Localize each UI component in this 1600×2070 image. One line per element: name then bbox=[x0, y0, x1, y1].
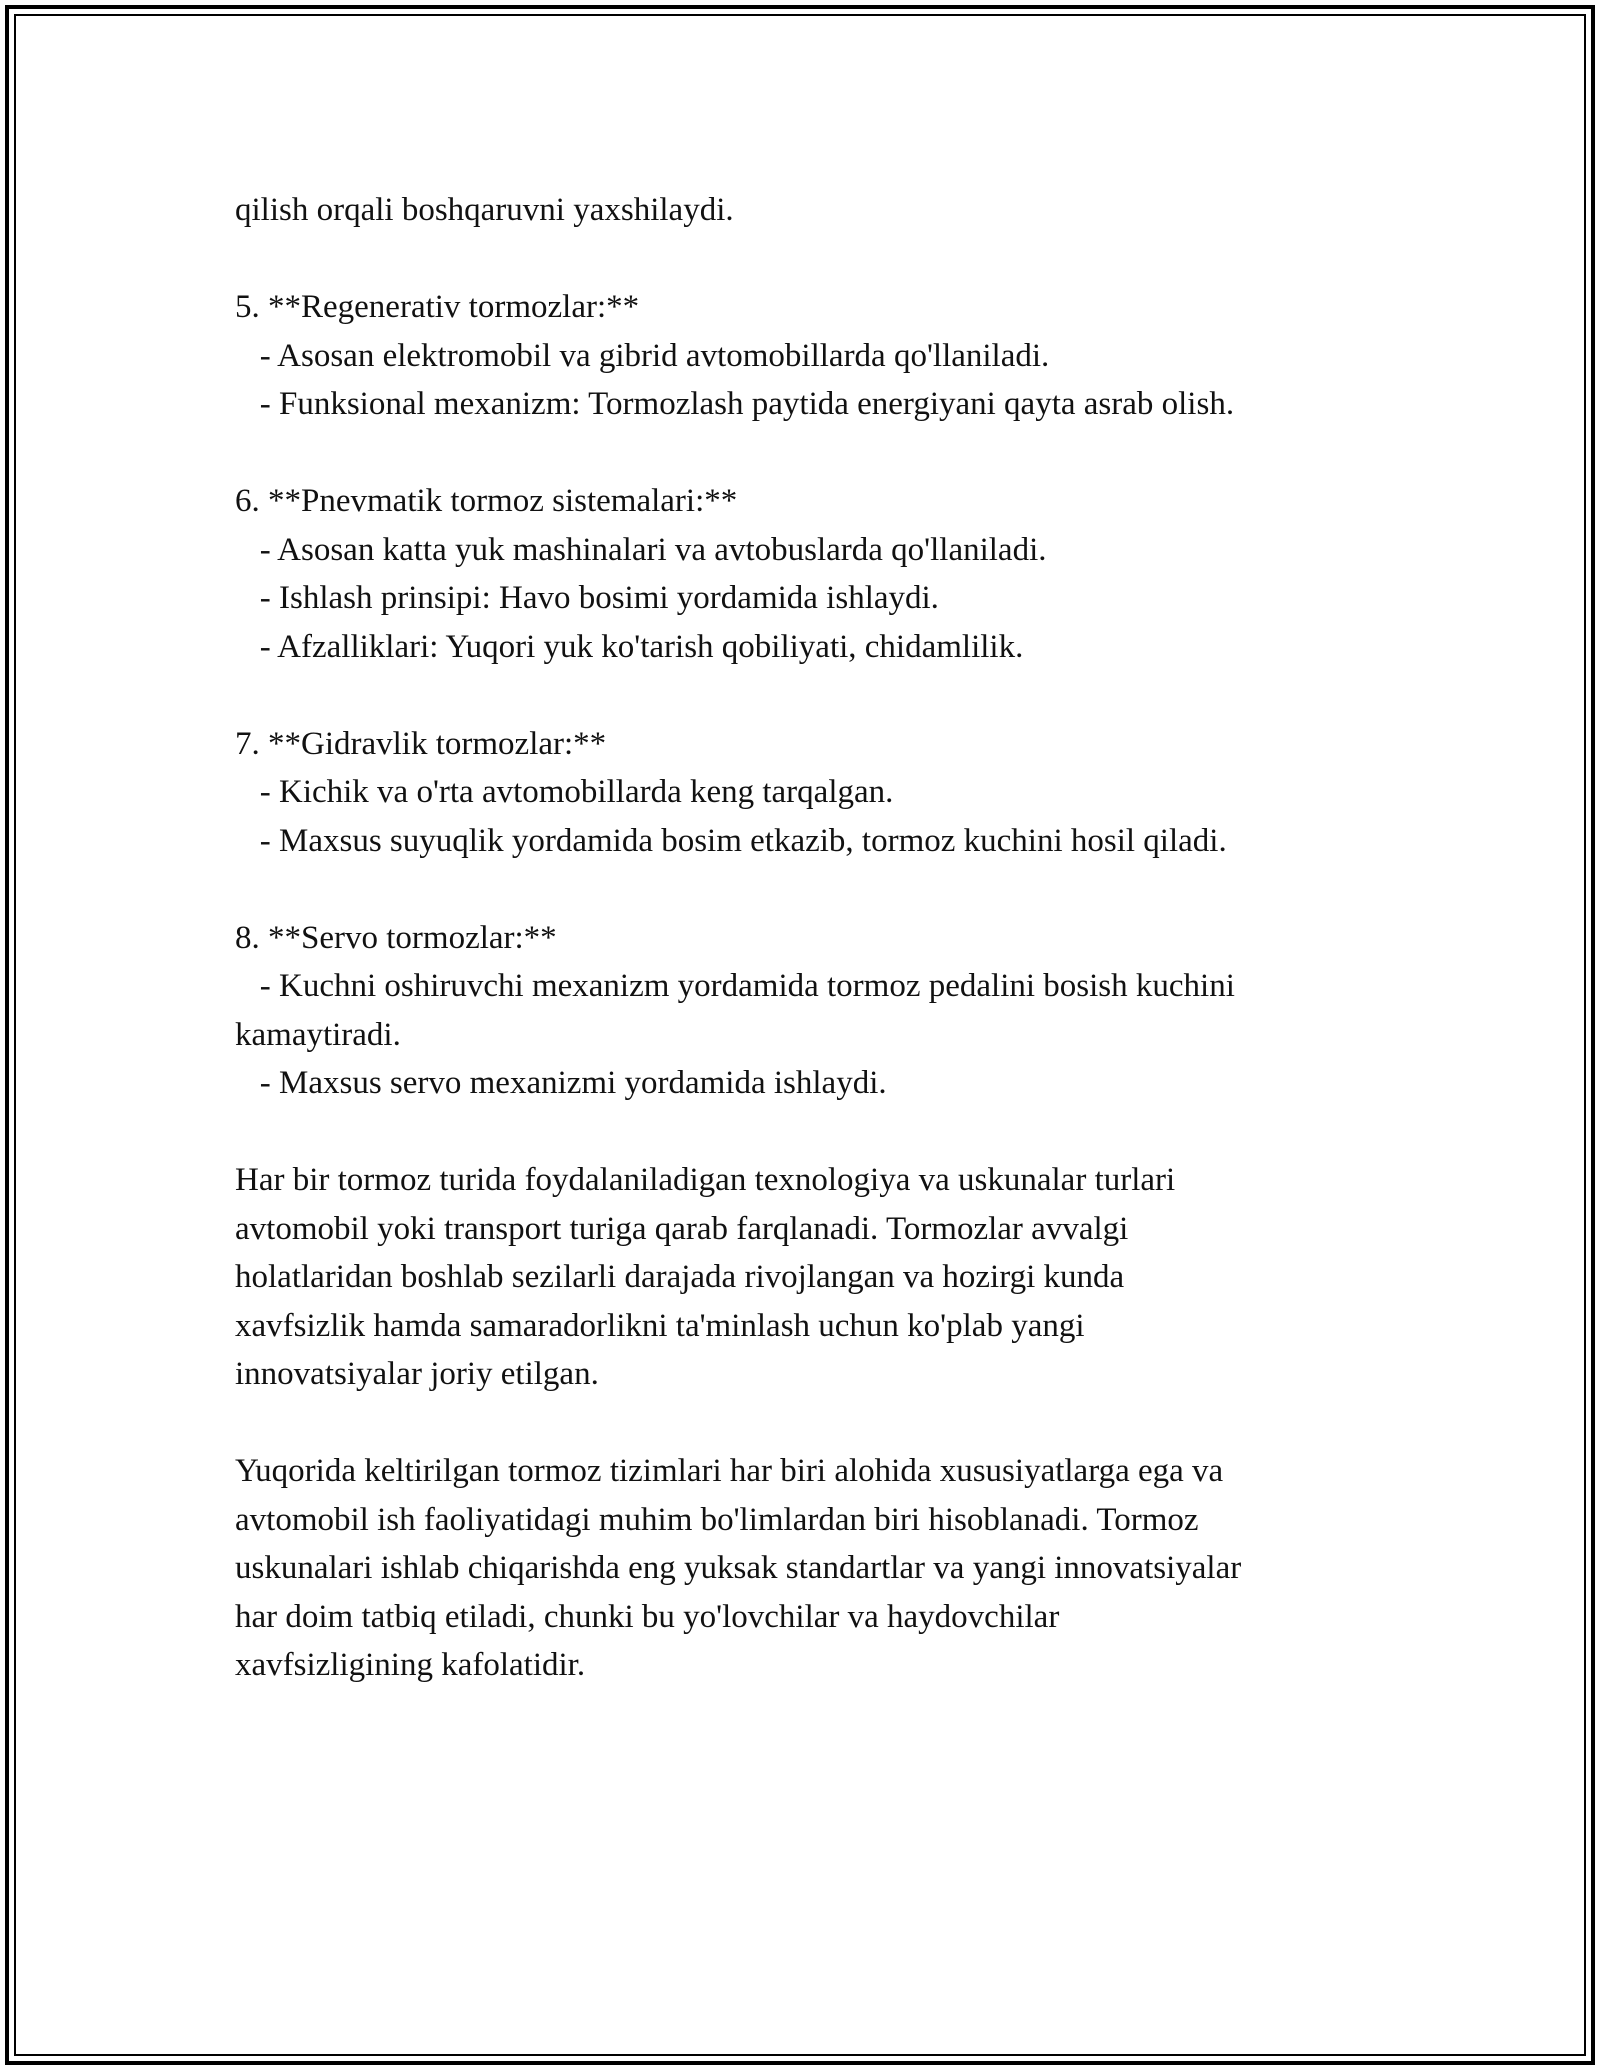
paragraph-line: xavfsizlik hamda samaradorlikni ta'minlash uchun ko'plab yangi bbox=[235, 1307, 1085, 1344]
paragraph-technology bbox=[235, 1156, 1365, 1399]
blank-line bbox=[235, 1399, 1365, 1448]
paragraph-line: har doim tatbiq etiladi, chunki bu yo'lovchilar va haydovchilar bbox=[235, 1598, 1060, 1635]
blank-line bbox=[235, 865, 1365, 914]
list-item: - Afzalliklari: Yuqori yuk ko'tarish qobiliyati, chidamlilik. bbox=[235, 628, 1024, 665]
paragraph-conclusion bbox=[235, 1447, 1365, 1690]
list-item: - Asosan elektromobil va gibrid avtomobillarda qo'llaniladi. bbox=[235, 337, 1050, 374]
blank-line bbox=[235, 235, 1365, 284]
paragraph-line: xavfsizligining kafolatidir. bbox=[235, 1647, 586, 1683]
list-heading-servo: 8. **Servo tormozlar:** bbox=[235, 919, 557, 956]
blank-line bbox=[235, 1108, 1365, 1157]
list-item: - Ishlash prinsipi: Havo bosimi yordamida ishlaydi. bbox=[235, 580, 939, 616]
list-heading-pnevmatik: 6. **Pnevmatik tormoz sistemalari:** bbox=[235, 483, 738, 519]
blank-line bbox=[235, 429, 1365, 478]
paragraph-line: innovatsiyalar joriy etilgan. bbox=[235, 1356, 599, 1392]
list-item: - Asosan katta yuk mashinalari va avtobuslarda qo'llaniladi. bbox=[235, 531, 1047, 568]
list-item: - Funksional mexanizm: Tormozlash paytida energiyani qayta asrab olish. bbox=[235, 386, 1235, 422]
paragraph-line: avtomobil yoki transport turiga qarab farqlanadi. Tormozlar avvalgi bbox=[235, 1210, 1129, 1247]
list-item: - Maxsus suyuqlik yordamida bosim etkazib, tormoz kuchini hosil qiladi. bbox=[235, 822, 1227, 859]
paragraph-line: avtomobil ish faoliyatidagi muhim bo'limlardan biri hisoblanadi. Tormoz bbox=[235, 1501, 1199, 1538]
list-item: - Maxsus servo mexanizmi yordamida ishlaydi. bbox=[235, 1065, 887, 1101]
paragraph-line: uskunalari ishlab chiqarishda eng yuksak standartlar va yangi innovatsiyalar bbox=[235, 1550, 1242, 1586]
list-heading-gidravlik: 7. **Gidravlik tormozlar:** bbox=[235, 725, 607, 762]
paragraph-line: holatlaridan boshlab sezilarli darajada rivojlangan va hozirgi kunda bbox=[235, 1259, 1125, 1295]
paragraph-line: Yuqorida keltirilgan tormoz tizimlari har biri alohida xususiyatlarga ega va bbox=[235, 1453, 1224, 1489]
blank-line bbox=[235, 671, 1365, 720]
paragraph-line: Har bir tormoz turida foydalaniladigan texnologiya va uskunalar turlari bbox=[235, 1162, 1176, 1198]
text-line: qilish orqali boshqaruvni yaxshilaydi. bbox=[235, 192, 734, 228]
document-body bbox=[235, 186, 1365, 1690]
list-heading-regenerativ: 5. **Regenerativ tormozlar:** bbox=[235, 289, 640, 325]
list-item: - Kuchni oshiruvchi mexanizm yordamida tormoz pedalini bosish kuchini bbox=[235, 968, 1235, 1004]
list-item-continuation: kamaytiradi. bbox=[235, 1016, 401, 1053]
list-item: - Kichik va o'rta avtomobillarda keng tarqalgan. bbox=[235, 774, 894, 810]
